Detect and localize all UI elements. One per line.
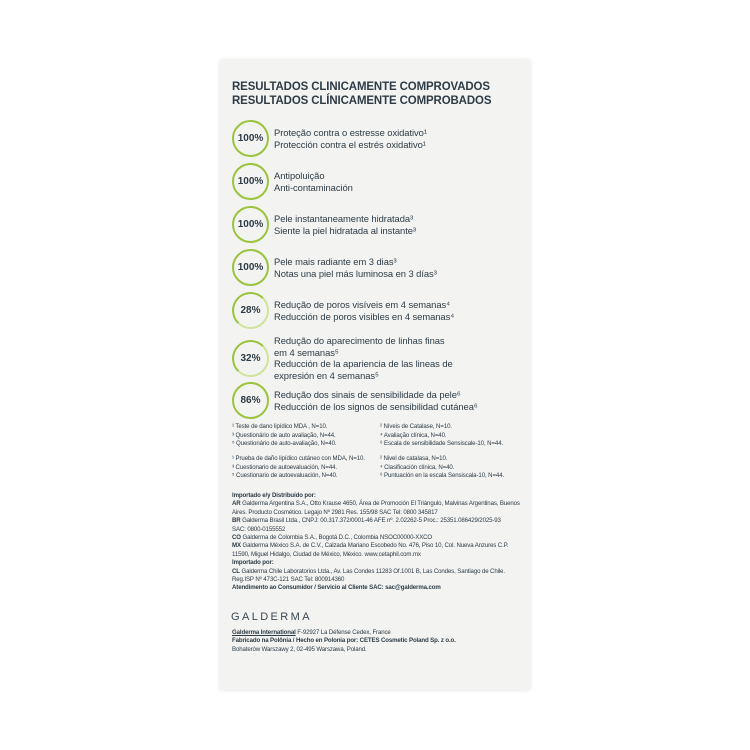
international-line: [232, 629, 522, 637]
claim-es: Anti-contaminación: [274, 181, 353, 193]
manufacturer-line: [232, 637, 522, 645]
claim-pt: Redução dos sinais de sensibilidade da pele⁶: [274, 388, 461, 400]
claim-item: [232, 249, 437, 286]
importer-text: Galderma Brasil Ltda., CNPJ: 00.317.372/0001-46 AFE nº. 2.02262-5 Proc.: 25351.086429/2025-93: [242, 517, 501, 525]
claim-es: expresión en 4 semanas⁵: [274, 369, 379, 381]
claim-es: Reducción de poros visibles en 4 semanas⁴: [274, 310, 455, 322]
manufacturer-address: Bohaterów Warszawy 2, 02-495 Warszawa, Poland.: [232, 645, 367, 653]
galderma-logo: GALDERMA: [231, 611, 312, 623]
percent-badge: 86%: [232, 382, 269, 419]
footnote: ³ Questionário de auto avaliação, N=44.: [232, 431, 336, 439]
footnote: ² Níveis de Catalase, N=10.: [380, 423, 452, 430]
claim-es: Protección contra el estrés oxidativo¹: [274, 138, 426, 150]
claim-pt: Antipoluição: [274, 169, 325, 181]
importer-mx: [232, 542, 522, 559]
claim-es: Reducción de la apariencia de las lineas de: [274, 358, 453, 370]
consumer-service: Atendimento ao Consumidor / Servicio al Cliente SAC: sac@galderma.com: [232, 584, 441, 592]
claim-pt: Redução de poros visíveis em 4 semanas⁴: [274, 298, 451, 310]
claim-text: [274, 127, 427, 150]
claim-pt: Pele mais radiante em 3 dias³: [274, 255, 397, 267]
claim-item: [232, 120, 427, 157]
manufacturer-company: CETES Cosmetic Poland Sp. z o.o.: [358, 637, 456, 645]
importer-br: [232, 517, 522, 525]
importer-cl: [232, 568, 522, 585]
claim-text: [274, 170, 353, 193]
percent-badge: 32%: [232, 340, 269, 377]
importer-text: Galderma Chile Laboratorios Ltda., Av. Las Condes 11283 Of.1001 B, Las Condes, Santiago de Chile. Reg.ISP Nº 473C-121 SAC Tel: 800914360: [232, 567, 505, 584]
country-code: CO: [232, 534, 241, 542]
percent-badge: 100%: [232, 249, 269, 286]
footnotes-es-left: [232, 455, 365, 481]
footnote: ³ Cuestionario de autoevaluación, N=44.: [232, 463, 338, 471]
percent-badge: 100%: [232, 206, 269, 243]
claim-es: Reducción de los signos de sensibilidad cutánea⁶: [274, 400, 478, 412]
footnotes-pt-left: [232, 423, 337, 449]
country-code: CL: [232, 567, 240, 575]
claim-item: [232, 163, 353, 200]
importer-text: Galderma México S.A. de C.V., Calzada Mariano Escobedo No. 476, Piso 10, Col. Nueva Anzures C.P. 11590, Miguel Hidalgo, Ciudad de México, México. www.cetaphil.com.mx: [232, 542, 509, 558]
results-header: [232, 79, 502, 107]
country-code: MX: [232, 542, 241, 550]
importer-text: Galderma de Colombia S.A., Bogotá D.C., Colombia NSOC00000-XXCO: [242, 534, 433, 542]
claim-es: Notas una piel más luminosa en 3 días³: [274, 267, 437, 279]
legal-block: [232, 492, 522, 593]
international-name: Galderma International: [232, 629, 296, 636]
footnotes-pt-right: [380, 423, 503, 449]
claim-text: [274, 213, 416, 236]
claim-item: [232, 206, 416, 243]
claim-item: [232, 335, 453, 381]
international-address: F-92927 La Défense Cedex, France: [295, 629, 391, 636]
manufacturer-label: Fabricado na Polônia / Hecho en Polonia por:: [232, 637, 359, 645]
footnote: ⁴ Clasificación clínica, N=40.: [380, 463, 455, 471]
header-line-pt: RESULTADOS CLINICAMENTE COMPROVADOS: [232, 79, 490, 93]
percent-badge: 100%: [232, 163, 269, 200]
claim-es: Siente la piel hidratada al instante³: [274, 224, 416, 236]
claim-text: [274, 335, 453, 381]
claim-pt: em 4 semanas⁵: [274, 346, 339, 358]
importado-heading: Importado por:: [232, 559, 274, 567]
percent-badge: 28%: [232, 292, 269, 329]
footnote: ¹ Prueba de daño lipídico cutáneo con MDA, N=10.: [232, 455, 365, 462]
importer-co: [232, 534, 522, 542]
footnote: ⁵ Questionário de auto-avaliação, N=40.: [232, 440, 337, 447]
footnote: ⁶ Puntuación en la escala Sensiscala-10, N=44.: [380, 472, 505, 479]
international-block: [232, 629, 522, 654]
importer-heading: Importado e/y Distribuído por:: [232, 492, 316, 499]
country-code: AR: [232, 500, 241, 508]
footnote: ⁵ Cuestionario de autoevaluación, N=40.: [232, 472, 338, 479]
claim-pt: Redução do aparecimento de linhas finas: [274, 335, 445, 346]
footnote: ² Nivel de catalasa, N=10.: [380, 455, 448, 462]
br-sac: SAC: 0800-0155552: [232, 525, 286, 533]
footnote: ⁶ Escala de sensibilidade Sensiscale-10, N=44.: [380, 440, 504, 447]
footnotes-es-right: [380, 455, 504, 481]
importer-text: Galderma Argentina S.A., Otto Krause 4650, Área de Promoción El Triángulo, Malvinas Argentinas, Buenos Aires. Producto Cosmético. Legajo Nº 2981 Res. 155/98 SAC Tel: 0800 345817: [232, 500, 520, 516]
footnote: ⁴ Avaliação clínica, N=40.: [380, 431, 447, 439]
claim-item: [232, 382, 478, 419]
claim-pt: Proteção contra o estresse oxidativo¹: [274, 126, 427, 138]
claim-pt: Pele instantaneamente hidratada³: [274, 212, 414, 224]
claim-text: [274, 299, 454, 322]
header-line-es: RESULTADOS CLÍNICAMENTE COMPROBADOS: [232, 93, 492, 107]
percent-badge: 100%: [232, 120, 269, 157]
country-code: BR: [232, 517, 241, 525]
footnote: ¹ Teste de dano lipídico MDA , N=10.: [232, 423, 328, 430]
claim-item: [232, 292, 454, 329]
claim-text: [274, 389, 478, 412]
importer-ar: [232, 500, 522, 517]
claim-text: [274, 256, 437, 279]
